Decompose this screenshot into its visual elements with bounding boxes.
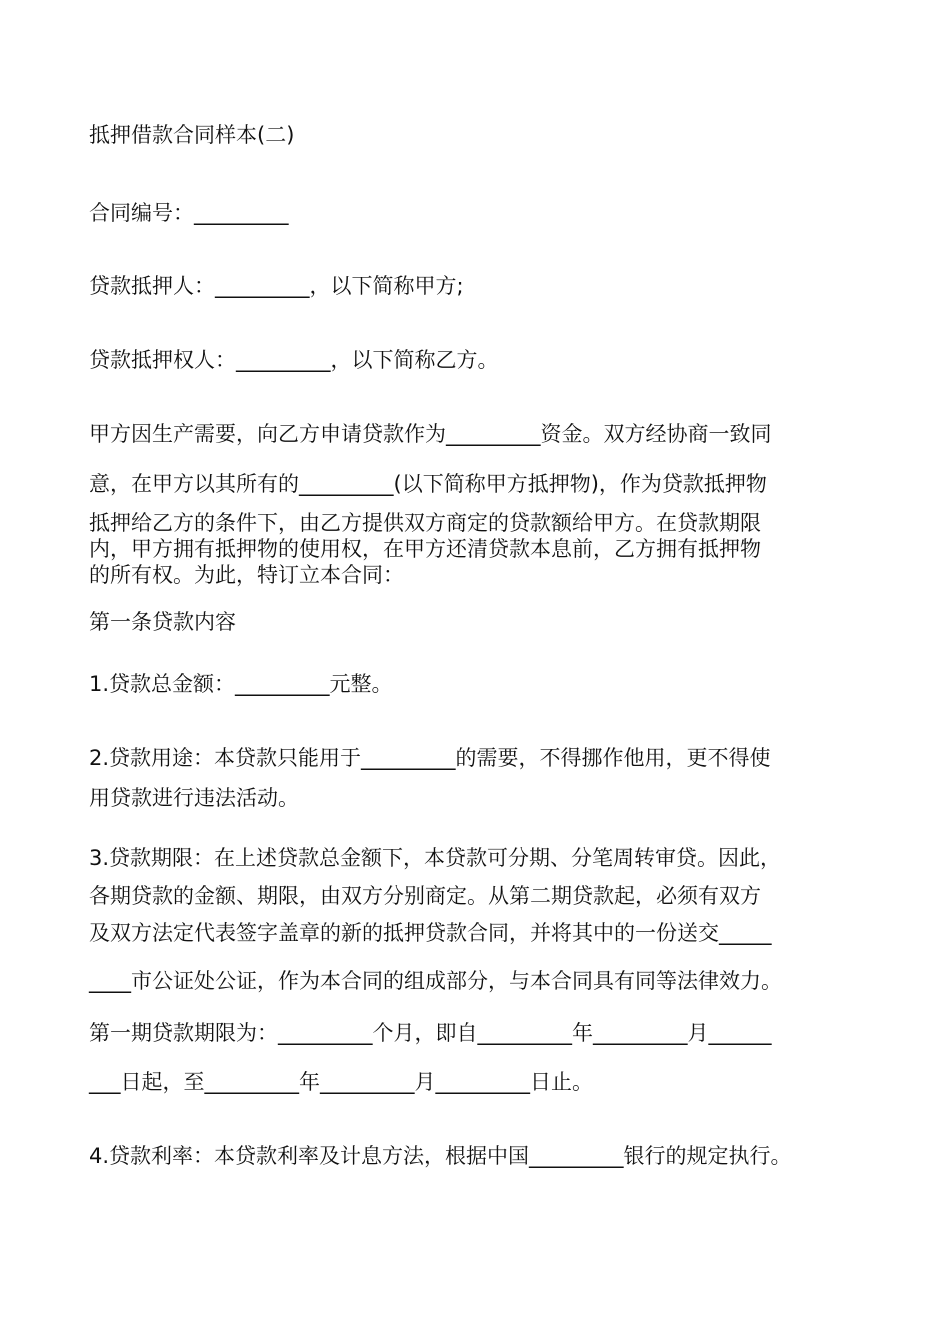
article-1-heading: 第一条贷款内容: [89, 610, 236, 634]
clause-2-purpose-line-2: 用贷款进行违法活动。: [89, 786, 299, 810]
clause-2-purpose-line-1: 2.贷款用途：本贷款只能用于_________的需要，不得挪作他用，更不得使: [89, 746, 771, 770]
clause-3-term-line-2: 各期贷款的金额、期限，由双方分别商定。从第二期贷款起，必须有双方: [89, 884, 761, 908]
mortgagee-line: 贷款抵押权人：_________，以下简称乙方。: [89, 348, 499, 372]
preamble-line-1: 甲方因生产需要，向乙方申请贷款作为_________资金。双方经协商一致同: [89, 422, 772, 446]
clause-3-term-line-3: 及双方法定代表签字盖章的新的抵押贷款合同，并将其中的一份送交_____: [89, 921, 772, 945]
clause-1-total-amount: 1.贷款总金额：_________元整。: [89, 672, 393, 696]
first-period-term-line-1: 第一期贷款期限为：_________个月，即自_________年_________月______: [89, 1021, 772, 1045]
document-title: 抵押借款合同样本(二): [89, 123, 295, 147]
preamble-line-3: 抵押给乙方的条件下，由乙方提供双方商定的贷款额给甲方。在贷款期限: [89, 511, 761, 535]
contract-number-line: 合同编号：_________: [89, 201, 289, 225]
preamble-line-5: 的所有权。为此，特订立本合同：: [89, 563, 404, 587]
mortgagor-line: 贷款抵押人：_________，以下简称甲方;: [89, 274, 464, 298]
preamble-line-2: 意，在甲方以其所有的_________(以下简称甲方抵押物)，作为贷款抵押物: [89, 472, 767, 496]
first-period-term-line-2: ___日起，至_________年_________月_________日止。: [89, 1070, 593, 1094]
clause-4-interest-rate: 4.贷款利率：本贷款利率及计息方法，根据中国_________银行的规定执行。: [89, 1144, 792, 1168]
clause-3-term-line-4: ____市公证处公证，作为本合同的组成部分，与本合同具有同等法律效力。: [89, 969, 782, 993]
preamble-line-4: 内，甲方拥有抵押物的使用权，在甲方还清贷款本息前，乙方拥有抵押物: [89, 537, 761, 561]
clause-3-term-line-1: 3.贷款期限：在上述贷款总金额下，本贷款可分期、分笔周转审贷。因此，: [89, 846, 782, 870]
